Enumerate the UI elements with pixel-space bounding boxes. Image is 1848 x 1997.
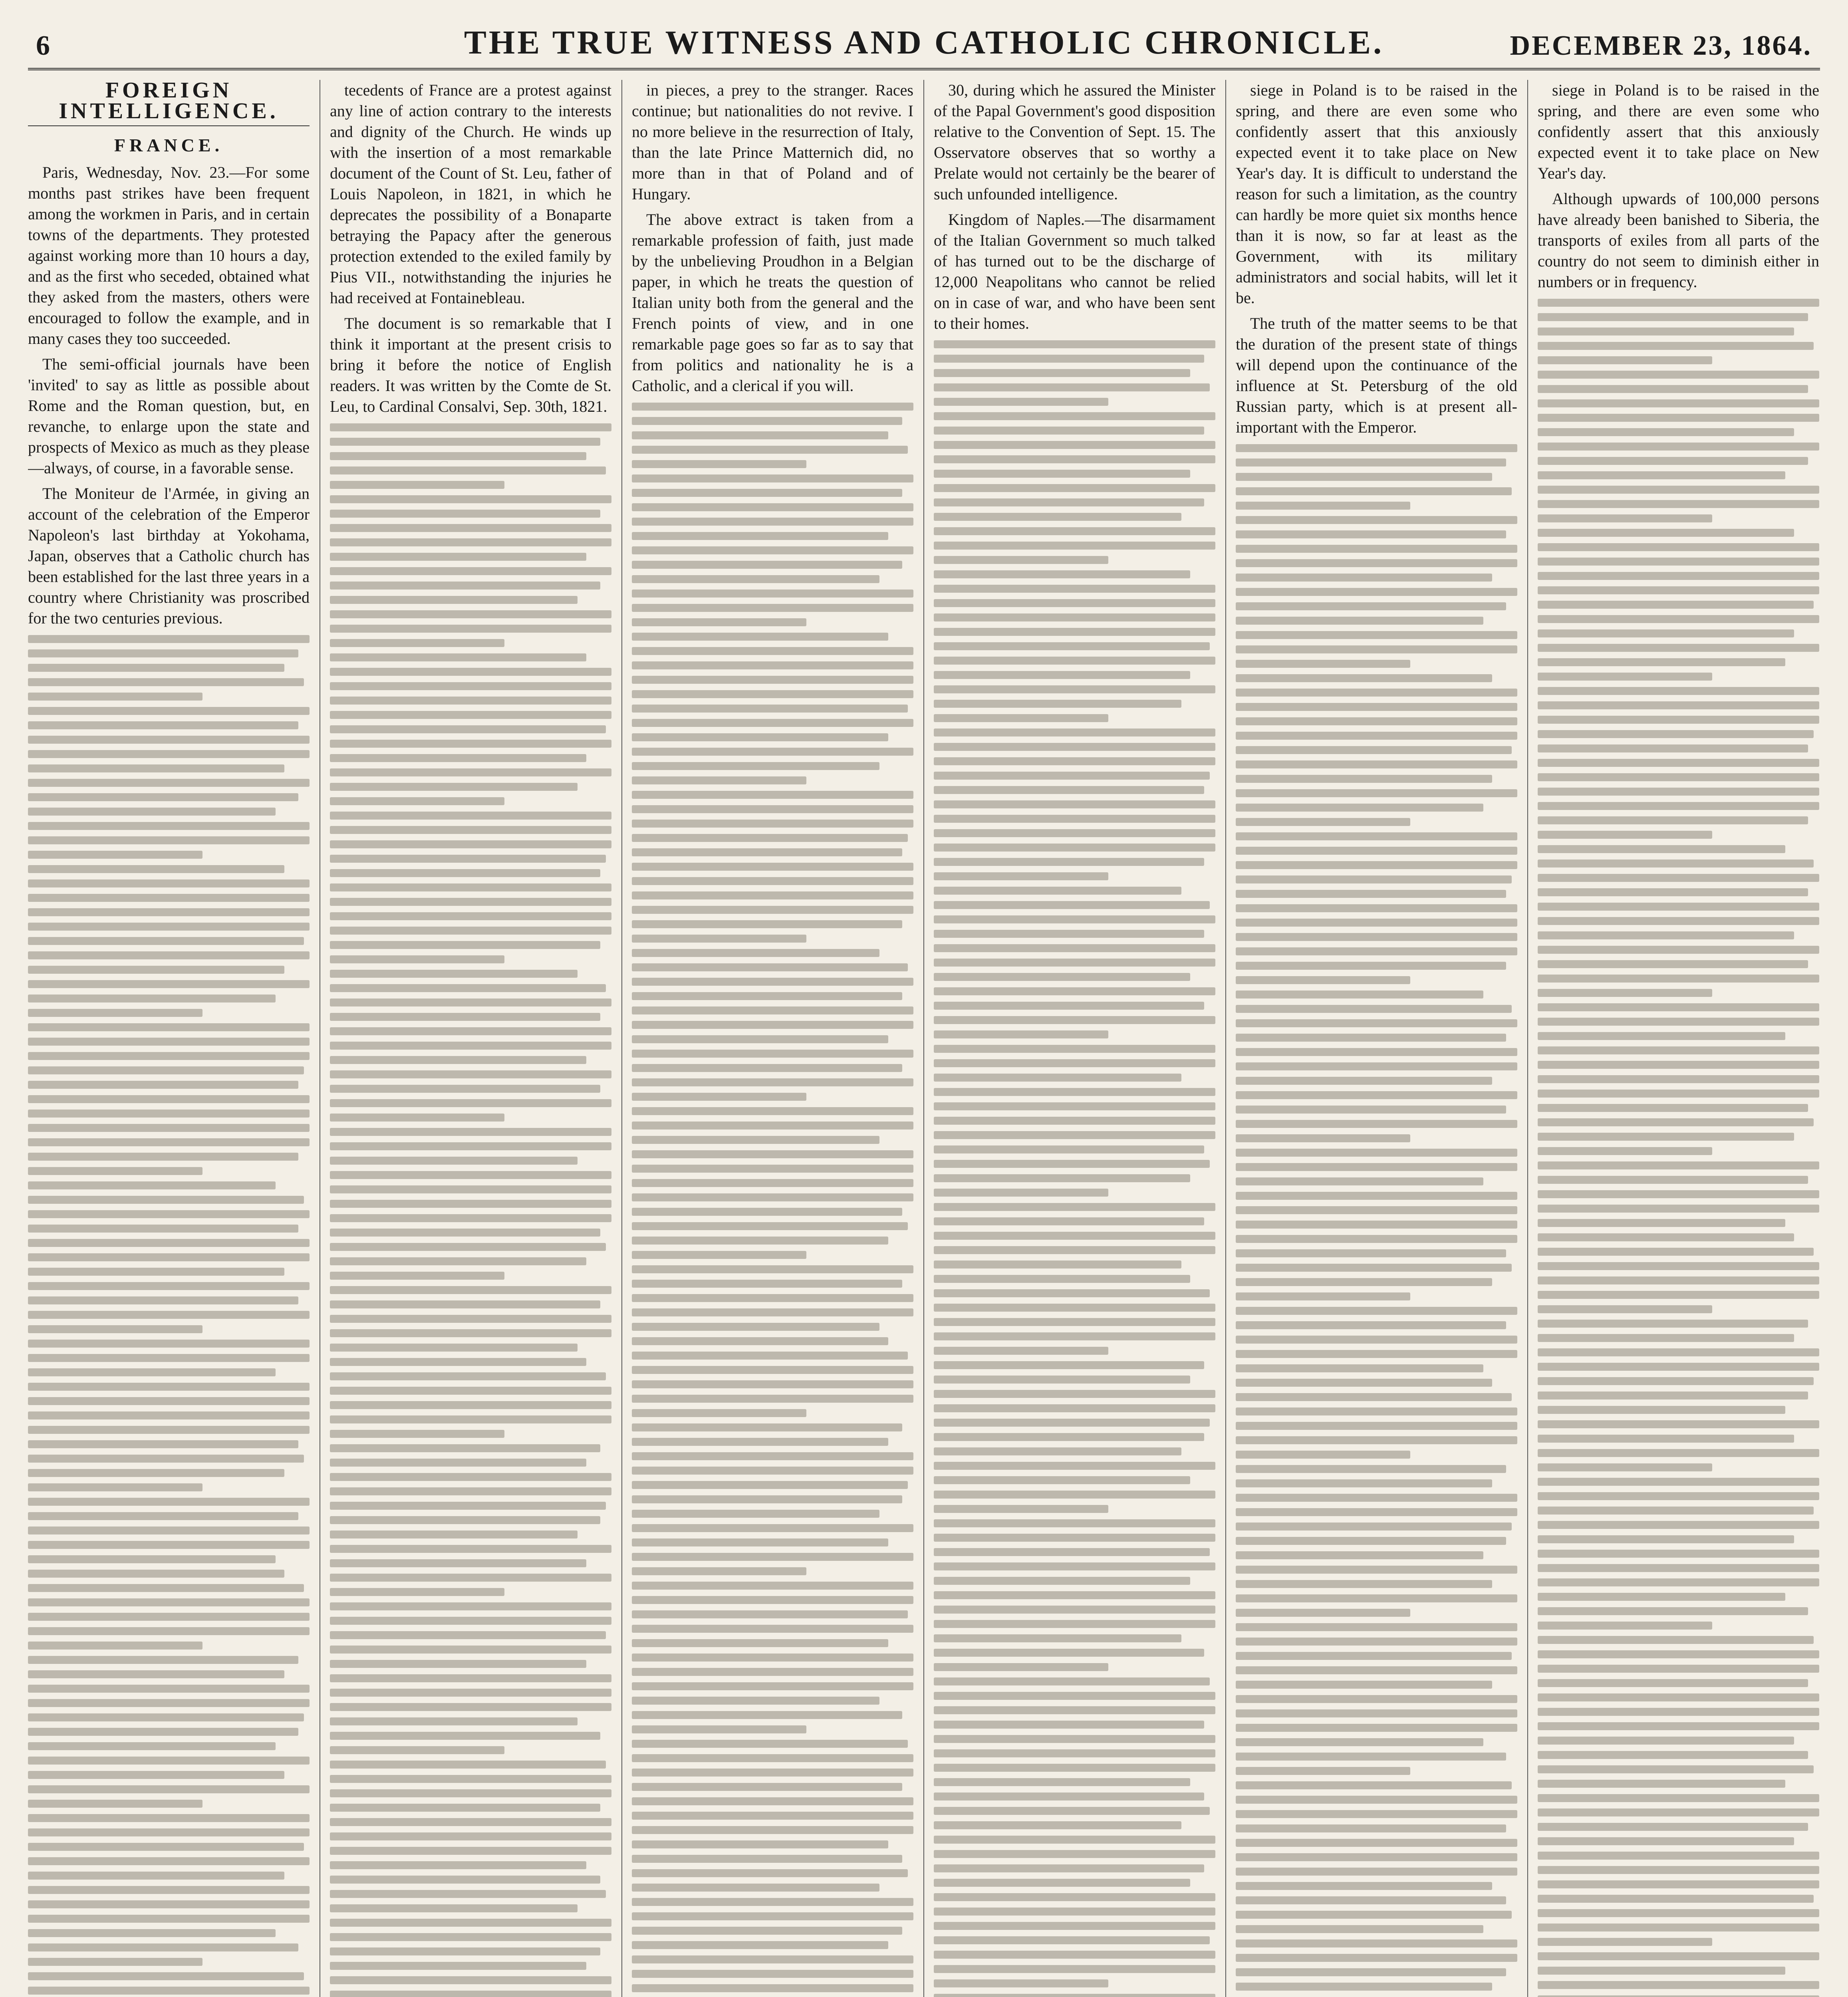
column-2 [330,80,611,1997]
column-3 [632,80,913,1997]
article-paragraph: The above extract is taken from a remarkable profession of faith, just made by the unbelieving Proudhon in a Belgian paper, in which he treats the question of Italian unity both from the general and the French points of view, and in one remarkable page goes so far as to say that from politics and nationality he is a Catholic, and a clerical if you will. [632,210,913,395]
article-paragraph: in pieces, a prey to the stranger. Races continue; but nationalities do not revive. I no more believe in the resurrection of Italy, than the late Prince Matternich did, no more than in that of Poland and of Hungary. [632,81,913,203]
article-paragraph: 30, during which he assured the Minister of the Papal Government's good disposition relative to the Convention of Sept. 15. The Osservatore observes that so worthy a Prelate would not certainly be the bearer of such unfounded intelligence. [934,81,1215,203]
continuation-text [28,635,310,1997]
column-1 [28,80,310,1997]
column-divider [1527,80,1528,1997]
article-paragraph: The truth of the matter seems to be that the duration of the present state of things will depend upon the continuance of the influence at St. Petersburg of the old Russian party, which is at present all-important with the Emperor. [1236,314,1517,436]
article-paragraph: Although upwards of 100,000 persons have already been banished to Siberia, the transports of exiles from all parts of the country do not seem to diminish either in numbers or in frequency. [1538,190,1819,291]
continuation-text [632,403,913,1997]
column-divider [621,80,622,1997]
section-heading: FOREIGN INTELLIGENCE. [28,80,310,126]
article-paragraph: tecedents of France are a protest against any line of action contrary to the interests and dignity of the Church. He winds up with the insertion of a most remarkable document of the Count of St. Leu, father of Louis Napoleon, in 1821, in which he deprecates the possibility of a Bonaparte betraying the Papacy after the generous protection extended to the exiled family by Pius VII., notwithstanding the injuries he had received at Fontainebleau. [330,81,611,307]
page-number: 6 [36,30,50,61]
column-divider [1225,80,1226,1997]
column-6 [1538,80,1819,1997]
masthead [28,16,1820,70]
continuation-text [330,423,611,1997]
article-paragraph: Kingdom of Naples.—The disarmament of the Italian Government so much talked of has turned out to be the discharge of 12,000 Neapolitans who cannot be relied on in case of war, and who have been sent to their homes. [934,210,1215,332]
article-paragraph: The Moniteur de l'Armée, in giving an account of the celebration of the Emperor Napoleon's last birthday at Yokohama, Japan, observes that a Catholic church has been established for the last three years in a country where Christianity was proscribed for the two centuries previous. [28,484,310,627]
continuation-text [934,340,1215,1997]
article-paragraph: Paris, Wednesday, Nov. 23.—For some months past strikes have been frequent among the workmen in Paris, and in certain towns of the departments. They protested against working more than 10 hours a day, and as the first who seceded, obtained what they asked from the masters, others were encouraged to follow the example, and in many cases they too succeeded. [28,163,310,347]
continuation-text [1236,444,1517,1997]
article-paragraph: The semi-official journals have been 'invited' to say as little as possible about Rome and the Roman question, but, en revanche, to enlarge upon the state and prospects of Mexico as much as they please—always, of course, in a favorable sense. [28,355,310,477]
continuation-text [1538,299,1819,1997]
column-divider [923,80,924,1997]
column-5 [1236,80,1517,1997]
issue-date: DECEMBER 23, 1864. [1510,30,1812,61]
newspaper-title: THE TRUE WITNESS AND CATHOLIC CHRONICLE. [464,24,1384,61]
article-paragraph: The document is so remarkable that I think it important at the present crisis to bring it before the notice of English readers. It was written by the Comte de St. Leu, to Cardinal Consalvi, Sep. 30th, 1821. [330,314,611,415]
article-paragraph: siege in Poland is to be raised in the spring, and there are even some who confidently assert that this anxiously expected event it to take place on New Year's day. It is difficult to understand the reason for such a limitation, as the country can hardly be more quiet six months hence than it is now, so far at least as the Government, with its military administrators and social habits, will let it be. [1236,81,1517,307]
article-paragraph: siege in Poland is to be raised in the spring, and there are even some who confidently assert that this anxiously expected event it to take place on New Year's day. [1538,81,1819,182]
country-heading: FRANCE. [114,135,224,155]
column-4 [934,80,1215,1997]
